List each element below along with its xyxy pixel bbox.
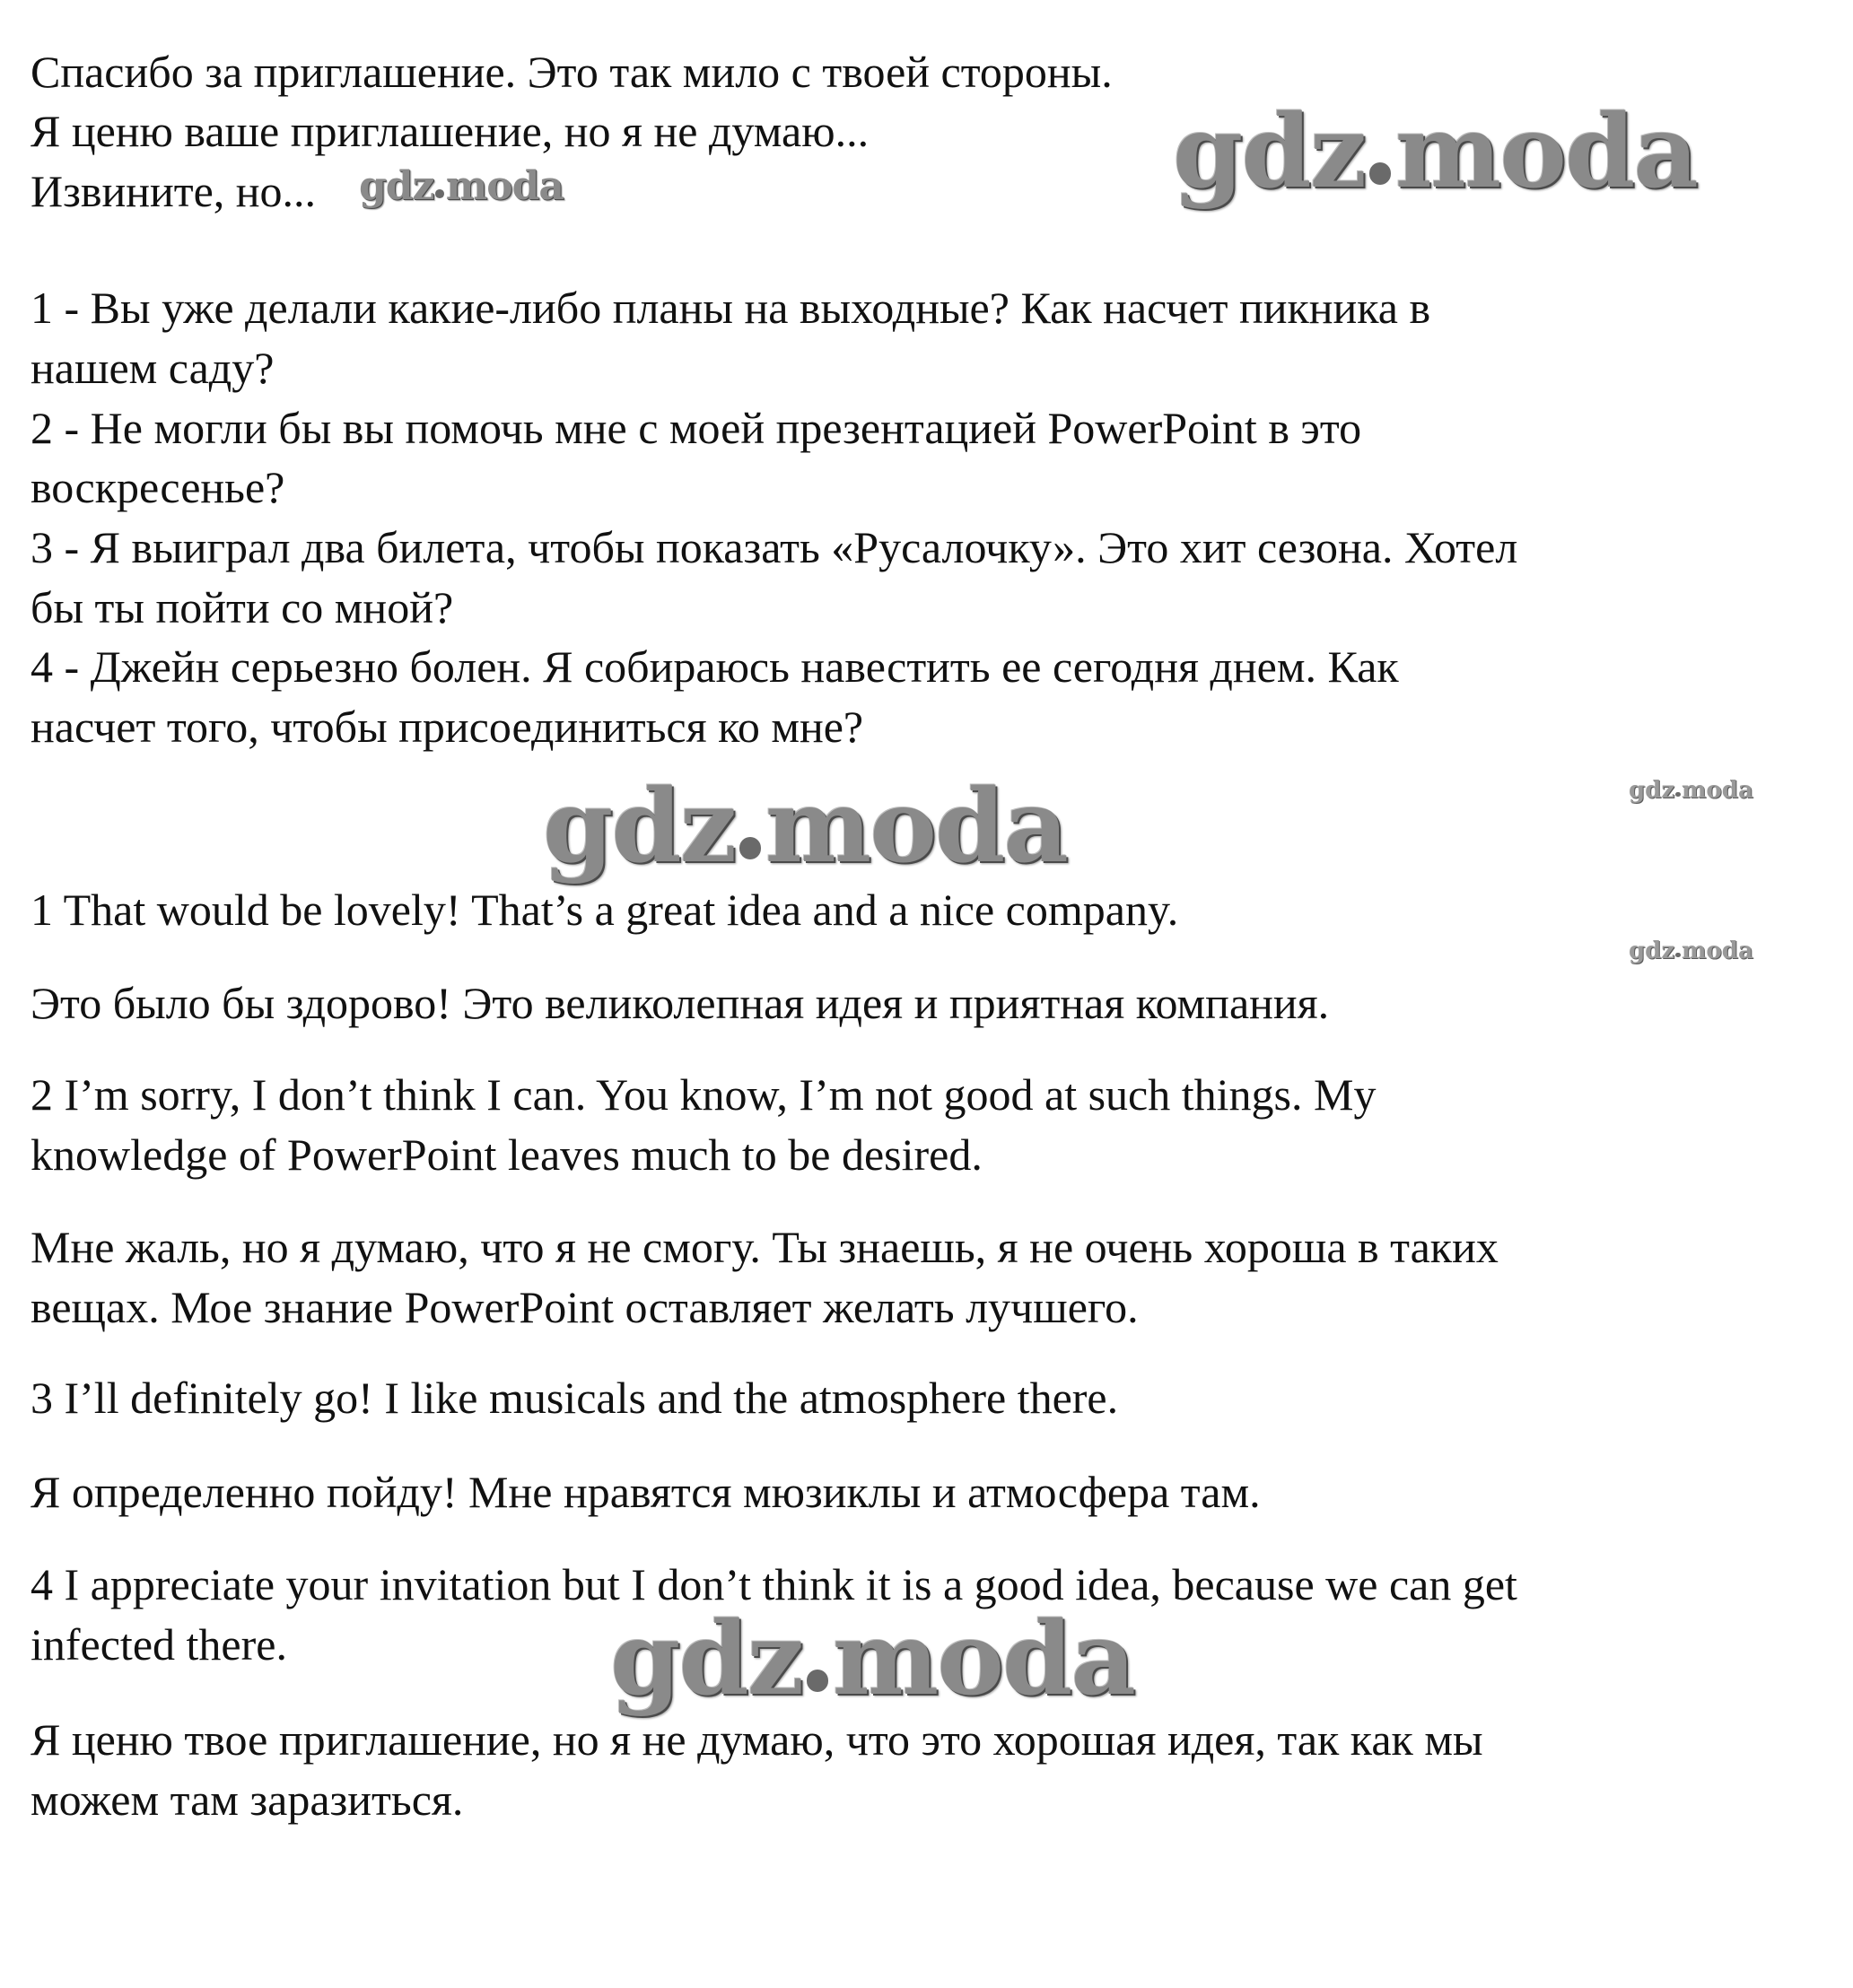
watermark-logo [610, 1600, 1134, 1718]
translation-line-6: бы ты пойти со мной? [31, 582, 454, 632]
watermark-left: gdz [1629, 777, 1675, 804]
answer-1-ru-line-1: Это было бы здорово! Это великолепная идея и приятная компания. [31, 978, 1330, 1028]
watermark-dot [435, 189, 444, 198]
translation-line-1: 1 - Вы уже делали какие-либо планы на выходные? Как насчет пикника в [31, 283, 1431, 333]
watermark-left: gdz [1629, 937, 1675, 964]
translation-line-4: воскресенье? [31, 462, 285, 512]
answer-4-en-line-1: 4 I appreciate your invitation but I don’t think it is a good idea, because we can get [31, 1559, 1517, 1609]
intro-line-2: Я ценю ваше приглашение, но я не думаю... [31, 106, 870, 156]
intro-line-1: Спасибо за приглашение. Это так мило с твоей стороны. [31, 47, 1113, 97]
watermark-right: moda [1681, 777, 1753, 804]
watermark-logo [1629, 937, 1753, 964]
translation-line-2: нашем саду? [31, 343, 275, 393]
watermark-dot [807, 1670, 829, 1692]
watermark-right: moda [445, 163, 564, 209]
watermark-right: moda [832, 1600, 1134, 1718]
answer-2-en-line-2: knowledge of PowerPoint leaves much to be desired. [31, 1129, 983, 1180]
translation-line-5: 3 - Я выиграл два билета, чтобы показать «Русалочку». Это хит сезона. Хотел [31, 522, 1518, 572]
watermark-left: gdz [359, 163, 434, 209]
watermark-left: gdz [1173, 93, 1366, 211]
answer-2-ru-line-1: Мне жаль, но я думаю, что я не смогу. Ты знаешь, я не очень хороша в таких [31, 1222, 1499, 1272]
answer-2-en-line-1: 2 I’m sorry, I don’t think I can. You know, I’m not good at such things. My [31, 1069, 1377, 1120]
answer-4-ru-line-1: Я ценю твое приглашение, но я не думаю, что это хорошая идея, так как мы [31, 1714, 1483, 1765]
answer-3-ru-line-1: Я определенно пойду! Мне нравятся мюзиклы и атмосфера там. [31, 1467, 1261, 1517]
watermark-dot [1675, 953, 1681, 958]
watermark-right: moda [1394, 93, 1697, 211]
translation-line-8: насчет того, чтобы присоединиться ко мне? [31, 702, 864, 752]
watermark-logo [1173, 93, 1697, 211]
translation-line-7: 4 - Джейн серьезно болен. Я собираюсь навестить ее сегодня днем. Как [31, 641, 1399, 692]
watermark-left: gdz [610, 1600, 803, 1718]
answer-3-en-line-1: 3 I’ll definitely go! I like musicals and the atmosphere there. [31, 1373, 1119, 1423]
answer-4-en-line-2: infected there. [31, 1619, 287, 1670]
watermark-dot [1675, 792, 1681, 798]
watermark-right: moda [1681, 937, 1753, 964]
translation-line-3: 2 - Не могли бы вы помочь мне с моей презентацией PowerPoint в это [31, 403, 1362, 453]
watermark-left: gdz [543, 768, 736, 885]
watermark-logo [543, 768, 1067, 885]
watermark-logo [359, 165, 564, 208]
watermark-logo [1629, 777, 1753, 804]
intro-line-3: Извините, но... [31, 166, 317, 216]
answer-4-ru-line-2: можем там заразиться. [31, 1774, 464, 1825]
watermark-right: moda [765, 768, 1067, 885]
watermark-dot [1369, 162, 1392, 185]
answer-1-en-line-1: 1 That would be lovely! That’s a great idea and a nice company. [31, 885, 1179, 935]
answer-2-ru-line-2: вещах. Мое знание PowerPoint оставляет желать лучшего. [31, 1282, 1139, 1332]
watermark-dot [739, 837, 762, 859]
